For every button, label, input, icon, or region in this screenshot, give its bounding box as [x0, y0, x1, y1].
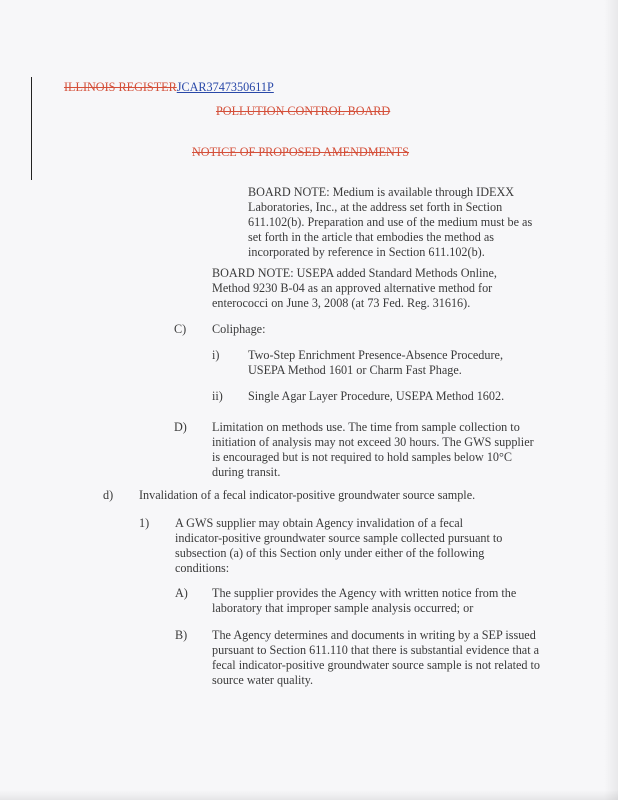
coliphage-item-i-label: i) — [212, 348, 220, 362]
limitation-text: Limitation on methods use. The time from sample collection to initiation of analysis may not exceed 30 hours. The GWS supplier is encouraged but is not required to hold samples below 10°C during transit. — [212, 420, 534, 479]
invalidation-item-1-text: A GWS supplier may obtain Agency invalidation of a fecal indicator-positive groundwater source sample collected pursuant to subsection (a) of this Section only under either of the following conditions: — [175, 516, 503, 575]
page-edge-shadow — [604, 0, 618, 800]
page-bottom-shadow — [0, 790, 618, 800]
board-note-medium: BOARD NOTE: Medium is available through IDEXX Laboratories, Inc., at the address set forth in Section 611.102(b). Preparation and use of the medium must be as set forth in the article that embodies the method as incorporated by reference in Section 611.102(b). — [248, 185, 533, 259]
register-header — [64, 80, 274, 95]
invalidation-subitem-a-text: The supplier provides the Agency with written notice from the laboratory that improper sample analysis occurred; or — [212, 586, 517, 615]
board-title: POLLUTION CONTROL BOARD — [216, 104, 391, 118]
register-code: JCAR3747350611P — [176, 80, 274, 94]
revision-margin-bar — [31, 77, 32, 180]
invalidation-text: Invalidation of a fecal indicator-positive groundwater source sample. — [139, 488, 476, 502]
invalidation-subitem-b-text: The Agency determines and documents in writing by a SEP issued pursuant to Section 611.110 that there is substantial evidence that a fecal indicator-positive groundwater source sample is not related to source water quality. — [212, 628, 541, 687]
invalidation-subitem-a-label: A) — [175, 586, 188, 600]
invalidation-label: d) — [103, 488, 114, 502]
notice-title: NOTICE OF PROPOSED AMENDMENTS — [192, 145, 410, 159]
invalidation-item-1-label: 1) — [139, 516, 150, 530]
coliphage-item-i-text: Two-Step Enrichment Presence-Absence Procedure, USEPA Method 1601 or Charm Fast Phage. — [248, 348, 503, 377]
limitation-label: D) — [174, 420, 187, 434]
invalidation-subitem-b-label: B) — [175, 628, 188, 642]
board-note-usepa: BOARD NOTE: USEPA added Standard Methods Online, Method 9230 B-04 as an approved alternative method for enterococci on June 3, 2008 (at 73 Fed. Reg. 31616). — [212, 266, 497, 310]
register-strike: ILLINOIS REGISTER — [64, 80, 177, 94]
coliphage-item-ii-label: ii) — [212, 389, 223, 403]
coliphage-text: Coliphage: — [212, 322, 266, 336]
coliphage-label: C) — [174, 322, 187, 336]
coliphage-item-ii-text: Single Agar Layer Procedure, USEPA Method 1602. — [248, 389, 505, 403]
